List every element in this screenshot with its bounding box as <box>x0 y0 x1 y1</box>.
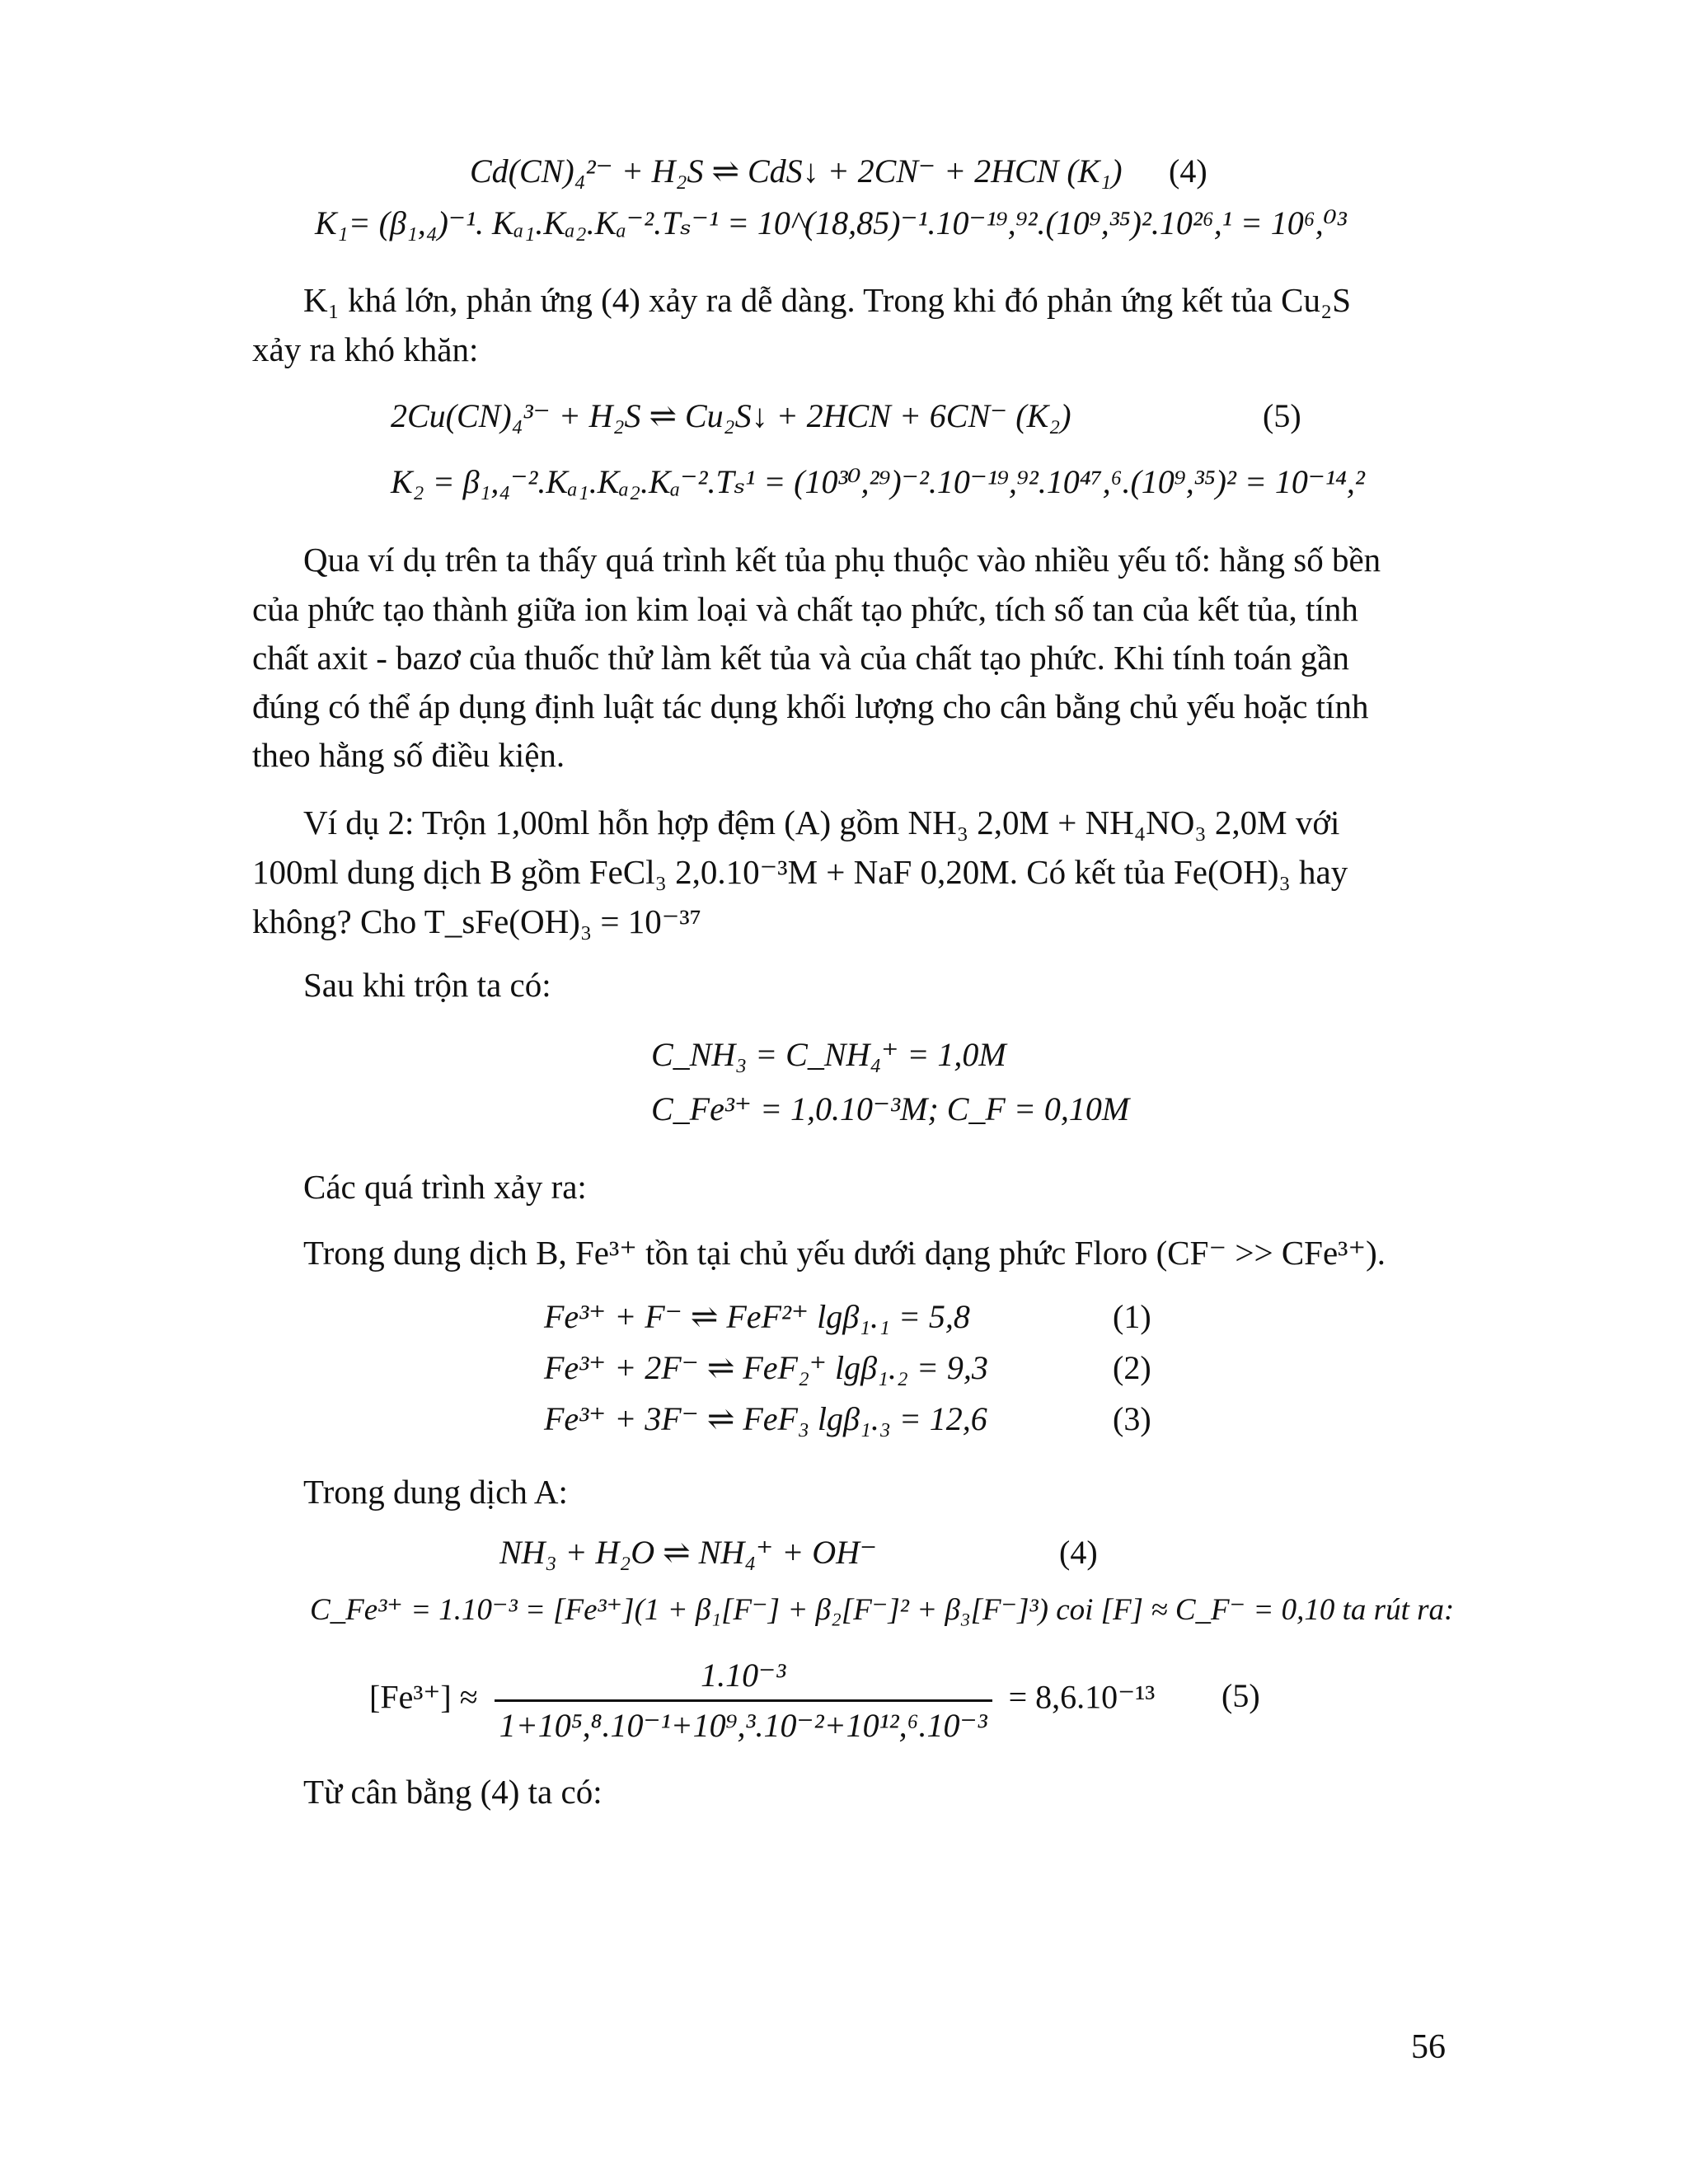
paragraph-line: theo hằng số điều kiện. <box>252 736 565 774</box>
paragraph-line: Từ cân bằng (4) ta có: <box>303 1773 603 1811</box>
paragraph-line: K₁ khá lớn, phản ứng (4) xảy ra dễ dàng. Trong khi đó phản ứng kết tủa Cu₂S <box>303 281 1352 319</box>
equation-fef: Fe³⁺ + F⁻ ⇌ FeF²⁺ lgβ₁.₁ = 5,8 <box>544 1298 970 1335</box>
equation-concentration-fe: C_Fe³⁺ = 1,0.10⁻³M; C_F = 0,10M <box>651 1090 1130 1127</box>
paragraph-line: Trong dung dịch A: <box>303 1473 568 1511</box>
equation-fe-concentration <box>369 1655 1155 1746</box>
equation-number: (2) <box>1113 1349 1151 1386</box>
equation-concentration-nh3: C_NH₃ = C_NH₄⁺ = 1,0M <box>651 1036 1006 1073</box>
paragraph-line: của phức tạo thành giữa ion kim loại và chất tạo phức, tích số tan của kết tủa, tính <box>252 590 1358 628</box>
equation-cu-reaction: 2Cu(CN)₄³⁻ + H₂S ⇌ Cu₂S↓ + 2HCN + 6CN⁻ (K₂) <box>391 397 1071 434</box>
paragraph-line: Ví dụ 2: Trộn 1,00ml hỗn hợp đệm (A) gồm NH₃ 2,0M + NH₄NO₃ 2,0M với <box>303 804 1340 841</box>
paragraph-line: Các quá trình xảy ra: <box>303 1168 587 1206</box>
equation-number: (5) <box>1263 397 1301 434</box>
equation-fef3: Fe³⁺ + 3F⁻ ⇌ FeF₃ lgβ₁.₃ = 12,6 <box>544 1400 987 1437</box>
fraction-denominator: 1+10⁵,⁸.10⁻¹+10⁹,³.10⁻²+10¹²,⁶.10⁻³ <box>499 1707 987 1744</box>
equation-number: (1) <box>1113 1298 1151 1335</box>
paragraph-line: không? Cho T_sFe(OH)₃ = 10⁻³⁷ <box>252 902 701 940</box>
equation-k1: K₁= (β₁,₄)⁻¹. Kₐ₁.Kₐ₂.Kₐ⁻².Tₛ⁻¹ = 10^(18,85)⁻¹.10⁻¹⁹,⁹².(10⁹,³⁵)².10²⁶,¹ = 10⁶,⁰³ <box>315 204 1347 241</box>
paragraph-line: xảy ra khó khăn: <box>252 330 479 368</box>
fraction-numerator: 1.10⁻³ <box>495 1655 992 1702</box>
equation-fe-result: = 8,6.10⁻¹³ <box>1008 1678 1156 1716</box>
equation-number: (3) <box>1113 1400 1151 1437</box>
equation-fe-fraction <box>495 1655 992 1746</box>
equation-number: (4) <box>1169 152 1207 190</box>
equation-fef2: Fe³⁺ + 2F⁻ ⇌ FeF₂⁺ lgβ₁.₂ = 9,3 <box>544 1349 988 1386</box>
paragraph-line: đúng có thể áp dụng định luật tác dụng khối lượng cho cân bằng chủ yếu hoặc tính <box>252 687 1369 725</box>
paragraph-line: Sau khi trộn ta có: <box>303 966 551 1004</box>
equation-fe-mass-balance: C_Fe³⁺ = 1.10⁻³ = [Fe³⁺](1 + β₁[F⁻] + β₂[F⁻]² + β₃[F⁻]³) coi [F] ≈ C_F⁻ = 0,10 ta rút ra: <box>310 1593 1455 1627</box>
equation-cd-reaction: Cd(CN)₄²⁻ + H₂S ⇌ CdS↓ + 2CN⁻ + 2HCN (K₁) <box>470 152 1123 190</box>
paragraph-line: chất axit - bazơ của thuốc thử làm kết tủa và của chất tạo phức. Khi tính toán gần <box>252 639 1349 677</box>
paragraph-line: Qua ví dụ trên ta thấy quá trình kết tủa phụ thuộc vào nhiều yếu tố: hằng số bền <box>303 541 1381 579</box>
equation-k2: K₂ = β₁,₄⁻².Kₐ₁.Kₐ₂.Kₐ⁻².Tₛ¹ = (10³⁰,²⁹)⁻².10⁻¹⁹,⁹².10⁴⁷,⁶.(10⁹,³⁵)² = 10⁻¹⁴,² <box>391 463 1365 500</box>
paragraph-line: Trong dung dịch B, Fe³⁺ tồn tại chủ yếu dưới dạng phức Floro (CF⁻ >> CFe³⁺). <box>303 1234 1386 1272</box>
equation-number: (5) <box>1221 1677 1260 1714</box>
equation-number: (4) <box>1059 1534 1098 1571</box>
equation-nh3-equilibrium: NH₃ + H₂O ⇌ NH₄⁺ + OH⁻ <box>499 1534 878 1571</box>
equation-fe-lhs: [Fe³⁺] ≈ <box>369 1678 478 1716</box>
page-number: 56 <box>1411 2028 1446 2066</box>
paragraph-line: 100ml dung dịch B gồm FeCl₃ 2,0.10⁻³M + NaF 0,20M. Có kết tủa Fe(OH)₃ hay <box>252 853 1348 891</box>
